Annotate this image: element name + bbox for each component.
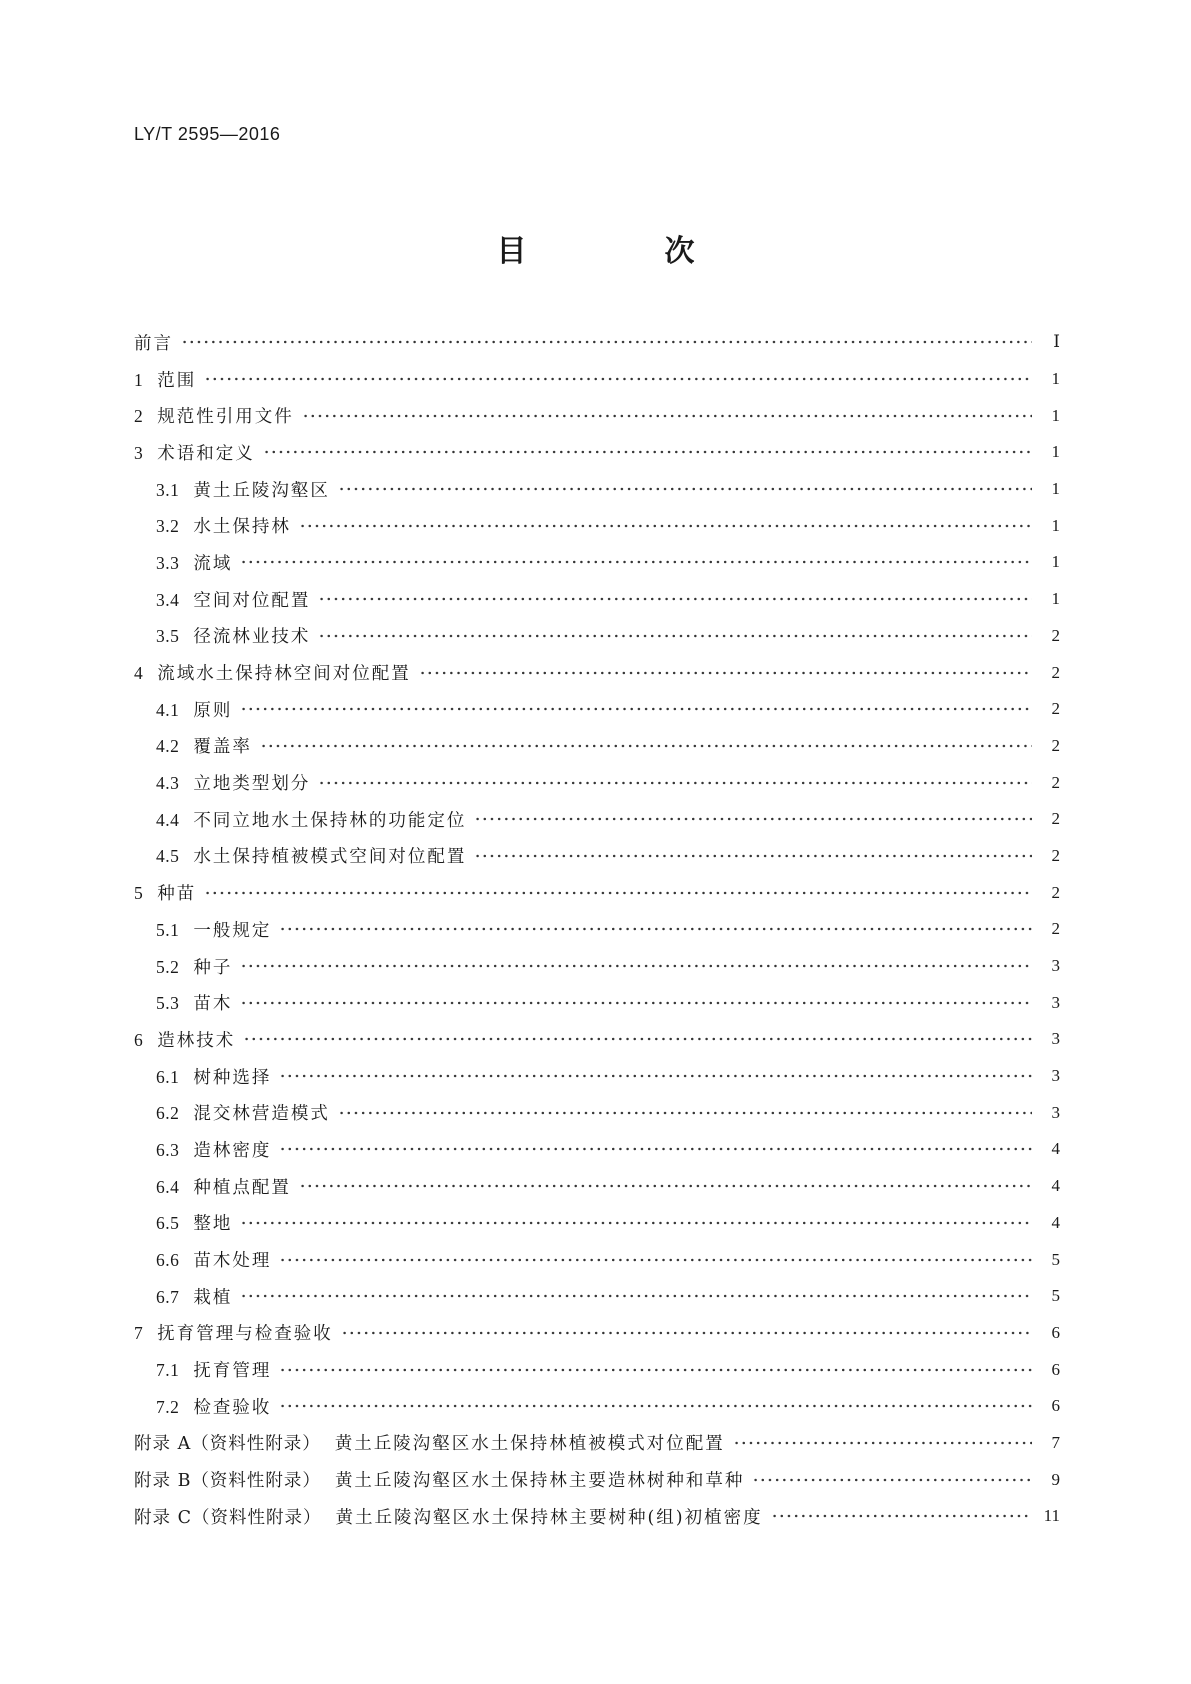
- toc-entry-title: 种苗: [157, 884, 197, 905]
- toc-page-number: 6: [1038, 1396, 1060, 1416]
- toc-entry-title: 一般规定: [193, 920, 272, 941]
- toc-page-number: Ⅰ: [1038, 332, 1060, 352]
- toc-entry-title: 混交林营造模式: [193, 1104, 330, 1125]
- toc-leader-dots: [299, 524, 1032, 528]
- toc-entry[interactable]: [134, 838, 1060, 875]
- toc-entry-number: 4.2: [156, 736, 180, 757]
- toc-page-number: 2: [1038, 773, 1060, 793]
- toc-page-number: 2: [1038, 919, 1060, 939]
- toc-entry-title: 检查验收: [193, 1397, 272, 1418]
- toc-entry[interactable]: [134, 654, 1060, 691]
- toc-leader-dots: [341, 1331, 1032, 1335]
- toc-entry[interactable]: [134, 764, 1060, 801]
- toc-entry-number: 6.6: [156, 1250, 180, 1271]
- toc-entry-title: 径流林业技术: [193, 627, 311, 648]
- toc-appendix-prefix: 附录 A（资料性附录）: [134, 1434, 321, 1455]
- toc-page-number: 1: [1038, 589, 1060, 609]
- toc-entry-label: [156, 990, 240, 1015]
- toc-entry-title: 不同立地水土保持林的功能定位: [193, 810, 467, 831]
- toc-entry-title: 流域: [193, 553, 233, 574]
- toc-entry-number: 4.4: [156, 809, 180, 830]
- toc-entry-label: [134, 1504, 771, 1529]
- toc-entry-title: 栽植: [193, 1287, 233, 1308]
- toc-leader-dots: [302, 414, 1032, 418]
- toc-entry-label: [156, 513, 299, 538]
- toc-entry-number: 4.1: [156, 699, 180, 720]
- toc-entry-label: [134, 367, 204, 392]
- toc-leader-dots: [318, 634, 1032, 638]
- toc-entry-label: [156, 1210, 240, 1235]
- toc-entry[interactable]: [134, 544, 1060, 581]
- toc-page-number: 3: [1038, 1029, 1060, 1049]
- toc-entry-label: [156, 843, 474, 868]
- toc-entry[interactable]: [134, 507, 1060, 544]
- toc-leader-dots: [279, 1404, 1032, 1408]
- toc-page-number: 5: [1038, 1286, 1060, 1306]
- toc-entry[interactable]: [134, 1425, 1060, 1462]
- toc-page-number: 4: [1038, 1213, 1060, 1233]
- toc-leader-dots: [279, 1074, 1032, 1078]
- toc-entry-title: 规范性引用文件: [157, 407, 294, 428]
- toc-entry-label: [134, 440, 263, 465]
- toc-entry-number: 5: [134, 883, 144, 904]
- toc-entry-number: 3: [134, 442, 144, 463]
- toc-page-number: 3: [1038, 1103, 1060, 1123]
- toc-page-number: 7: [1038, 1433, 1060, 1453]
- toc-entry-title: 种子: [193, 957, 233, 978]
- toc-page-number: 2: [1038, 699, 1060, 719]
- toc-leader-dots: [771, 1514, 1032, 1518]
- toc-entry-title: 流域水土保持林空间对位配置: [157, 664, 411, 685]
- toc-entry-label: [134, 1027, 243, 1052]
- toc-entry-number: 5.3: [156, 993, 180, 1014]
- toc-page-number: 4: [1038, 1139, 1060, 1159]
- toc-entry-number: 7: [134, 1323, 144, 1344]
- toc-entry-number: 6.1: [156, 1066, 180, 1087]
- toc-entry[interactable]: [134, 1241, 1060, 1278]
- toc-entry-number: 4: [134, 663, 144, 684]
- toc-entry-number: 7.2: [156, 1396, 180, 1417]
- toc-leader-dots: [474, 817, 1032, 821]
- toc-entry-number: 3.3: [156, 552, 180, 573]
- toc-page-number: 11: [1038, 1506, 1060, 1526]
- toc-entry-number: 4.3: [156, 773, 180, 794]
- toc-entry-title: 原则: [193, 700, 233, 721]
- toc-entry-title: 黄土丘陵沟壑区: [193, 480, 330, 501]
- toc-leader-dots: [240, 707, 1032, 711]
- toc-entry-label: [156, 697, 240, 722]
- toc-entry[interactable]: [134, 1351, 1060, 1388]
- toc-entry[interactable]: [134, 1315, 1060, 1352]
- toc-page-number: 9: [1038, 1470, 1060, 1490]
- page-title: 目 次: [496, 234, 749, 269]
- toc-entry-number: 5.1: [156, 919, 180, 940]
- toc-entry-title: 黄土丘陵沟壑区水土保持林主要树种(组)初植密度: [335, 1507, 763, 1528]
- toc-page-number: 1: [1038, 442, 1060, 462]
- toc-page-number: 2: [1038, 883, 1060, 903]
- toc-leader-dots: [260, 744, 1032, 748]
- toc-entry[interactable]: [134, 874, 1060, 911]
- toc-page-number: 4: [1038, 1176, 1060, 1196]
- toc-entry-title: 种植点配置: [193, 1177, 291, 1198]
- toc-leader-dots: [338, 487, 1032, 491]
- toc-entry-label: [156, 1247, 279, 1272]
- toc-entry[interactable]: [134, 471, 1060, 508]
- toc-entry-label: [156, 807, 474, 832]
- toc-leader-dots: [240, 560, 1032, 564]
- toc-entry-number: 1: [134, 369, 144, 390]
- toc-entry-title: 抚育管理: [193, 1361, 272, 1382]
- toc-entry-number: 6.7: [156, 1286, 180, 1307]
- toc-entry[interactable]: [134, 397, 1060, 434]
- toc-entry-label: [134, 660, 419, 685]
- toc-entry-number: 3.1: [156, 479, 180, 500]
- toc-entry-label: [156, 1357, 279, 1382]
- toc-entry-title: 苗木: [193, 994, 233, 1015]
- toc-leader-dots: [338, 1111, 1032, 1115]
- toc-entry-label: [156, 733, 260, 758]
- toc-entry[interactable]: [134, 1205, 1060, 1242]
- toc-leader-dots: [279, 1368, 1032, 1372]
- toc-entry[interactable]: [134, 1131, 1060, 1168]
- toc-entry[interactable]: [134, 361, 1060, 398]
- toc-entry-label: [156, 477, 338, 502]
- toc-entry-label: [156, 917, 279, 942]
- toc-page-number: 2: [1038, 736, 1060, 756]
- toc-entry-title: 覆盖率: [193, 737, 252, 758]
- toc-page-number: 2: [1038, 626, 1060, 646]
- toc-leader-dots: [419, 671, 1032, 675]
- toc-entry-label: [156, 1394, 279, 1419]
- toc-leader-dots: [181, 340, 1032, 344]
- toc-entry-title: 树种选择: [193, 1067, 272, 1088]
- toc-entry-title: 抚育管理与检查验收: [157, 1324, 333, 1345]
- toc-appendix-prefix: 附录 B（资料性附录）: [134, 1471, 321, 1492]
- toc-leader-dots: [733, 1441, 1032, 1445]
- toc-entry-number: 3.2: [156, 516, 180, 537]
- toc-leader-dots: [204, 377, 1032, 381]
- toc-entry[interactable]: [134, 1278, 1060, 1315]
- toc-entry-number: 2: [134, 406, 144, 427]
- toc-entry-number: 7.1: [156, 1360, 180, 1381]
- toc-entry-title: 造林技术: [157, 1030, 236, 1051]
- toc-leader-dots: [279, 927, 1032, 931]
- toc-entry-title: 立地类型划分: [193, 774, 311, 795]
- toc-entry[interactable]: [134, 1058, 1060, 1095]
- toc-entry-number: 3.4: [156, 589, 180, 610]
- toc-appendix-prefix: 附录 C（资料性附录）: [134, 1507, 322, 1528]
- toc-leader-dots: [299, 1184, 1032, 1188]
- toc-leader-dots: [240, 1294, 1032, 1298]
- toc-entry-number: 6.4: [156, 1176, 180, 1197]
- toc-entry-label: [156, 623, 318, 648]
- toc-entry[interactable]: [134, 434, 1060, 471]
- toc-entry-label: [156, 954, 240, 979]
- toc-leader-dots: [243, 1037, 1032, 1041]
- toc-entry-number: 5.2: [156, 956, 180, 977]
- toc-page-number: 6: [1038, 1323, 1060, 1343]
- toc-leader-dots: [240, 1221, 1032, 1225]
- toc-leader-dots: [474, 854, 1032, 858]
- toc-entry-label: [134, 330, 181, 355]
- toc-entry-label: [156, 1064, 279, 1089]
- toc-entry-label: [156, 1100, 338, 1125]
- toc-leader-dots: [279, 1147, 1032, 1151]
- table-of-contents: [134, 324, 1060, 1535]
- toc-entry-number: 6.3: [156, 1139, 180, 1160]
- toc-entry-number: 6.2: [156, 1103, 180, 1124]
- toc-leader-dots: [263, 450, 1032, 454]
- toc-entry[interactable]: [134, 984, 1060, 1021]
- toc-leader-dots: [240, 1001, 1032, 1005]
- toc-page-number: 6: [1038, 1360, 1060, 1380]
- toc-entry-label: [156, 1284, 240, 1309]
- toc-entry-number: 6: [134, 1029, 144, 1050]
- toc-leader-dots: [318, 781, 1032, 785]
- toc-page-number: 5: [1038, 1250, 1060, 1270]
- toc-entry[interactable]: [134, 1498, 1060, 1535]
- toc-entry[interactable]: [134, 1388, 1060, 1425]
- toc-entry-label: [156, 587, 318, 612]
- toc-entry[interactable]: [134, 1094, 1060, 1131]
- toc-leader-dots: [752, 1478, 1032, 1482]
- toc-entry[interactable]: [134, 911, 1060, 948]
- toc-entry-label: [134, 880, 204, 905]
- toc-entry-label: [134, 1320, 341, 1345]
- toc-page-number: 2: [1038, 663, 1060, 683]
- toc-leader-dots: [204, 891, 1032, 895]
- toc-page-number: 3: [1038, 993, 1060, 1013]
- toc-page-number: 2: [1038, 809, 1060, 829]
- toc-entry[interactable]: [134, 324, 1060, 361]
- toc-page-number: 1: [1038, 479, 1060, 499]
- toc-entry[interactable]: [134, 1461, 1060, 1498]
- toc-entry-label: [156, 770, 318, 795]
- toc-entry-title: 黄土丘陵沟壑区水土保持林植被模式对位配置: [334, 1434, 725, 1455]
- toc-page-number: 1: [1038, 406, 1060, 426]
- toc-leader-dots: [240, 964, 1032, 968]
- toc-entry-title: 苗木处理: [193, 1251, 272, 1272]
- toc-entry-label: [134, 1430, 733, 1455]
- toc-entry-title: 黄土丘陵沟壑区水土保持林主要造林树种和草种: [334, 1471, 745, 1492]
- toc-entry-number: 3.5: [156, 626, 180, 647]
- toc-entry-label: [156, 1174, 299, 1199]
- toc-entry[interactable]: [134, 691, 1060, 728]
- toc-entry-title: 整地: [193, 1214, 233, 1235]
- toc-leader-dots: [279, 1258, 1032, 1262]
- standard-code: LY/T 2595—2016: [134, 124, 281, 144]
- toc-page-number: 1: [1038, 516, 1060, 536]
- toc-entry-title: 空间对位配置: [193, 590, 311, 611]
- toc-entry[interactable]: [134, 581, 1060, 618]
- toc-page-number: 3: [1038, 956, 1060, 976]
- toc-entry-label: [134, 1467, 752, 1492]
- toc-entry-title: 水土保持林: [193, 517, 291, 538]
- toc-entry[interactable]: [134, 1168, 1060, 1205]
- toc-page-number: 3: [1038, 1066, 1060, 1086]
- toc-entry-title: 前言: [134, 333, 173, 354]
- toc-entry[interactable]: [134, 801, 1060, 838]
- toc-entry-number: 6.5: [156, 1213, 180, 1234]
- toc-page-number: 1: [1038, 552, 1060, 572]
- toc-entry-label: [156, 550, 240, 575]
- toc-entry[interactable]: [134, 728, 1060, 765]
- toc-entry[interactable]: [134, 948, 1060, 985]
- toc-entry[interactable]: [134, 618, 1060, 655]
- toc-entry-label: [156, 1137, 279, 1162]
- toc-leader-dots: [318, 597, 1032, 601]
- toc-entry-title: 造林密度: [193, 1140, 272, 1161]
- toc-entry-title: 范围: [157, 370, 197, 391]
- toc-entry-title: 水土保持植被模式空间对位配置: [193, 847, 467, 868]
- toc-entry-title: 术语和定义: [157, 443, 255, 464]
- toc-entry[interactable]: [134, 1021, 1060, 1058]
- toc-page-number: 2: [1038, 846, 1060, 866]
- toc-entry-label: [134, 403, 302, 428]
- toc-page-number: 1: [1038, 369, 1060, 389]
- toc-entry-number: 4.5: [156, 846, 180, 867]
